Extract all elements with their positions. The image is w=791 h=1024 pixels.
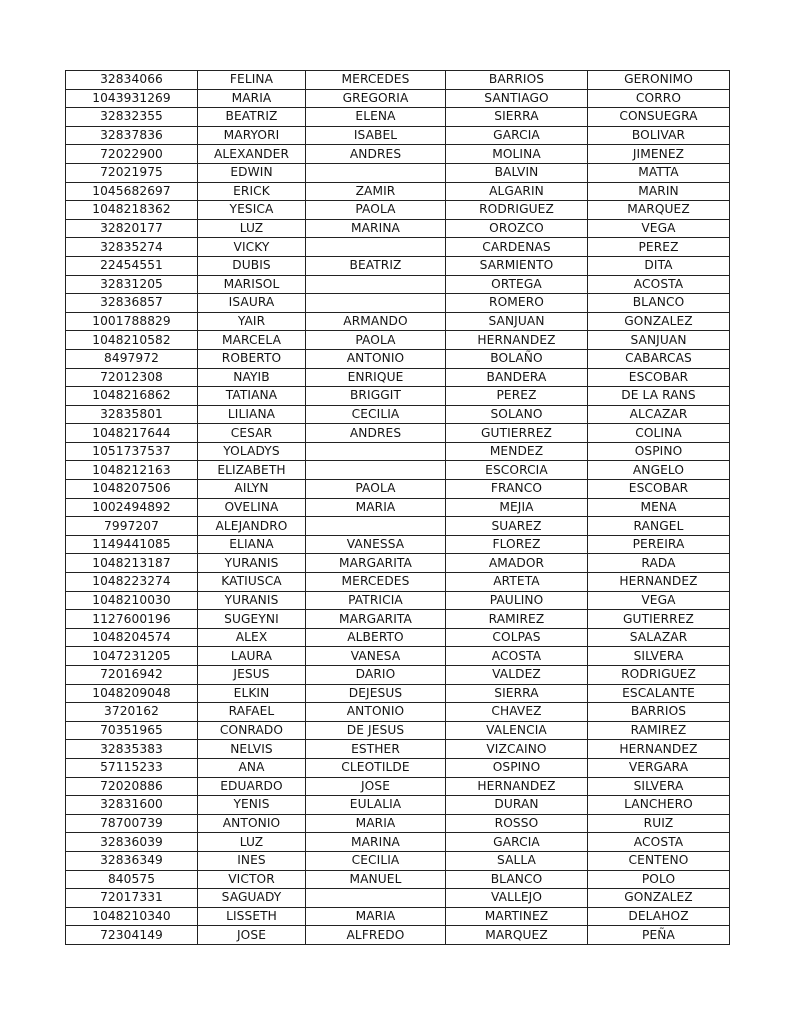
middle-name-cell xyxy=(306,275,446,294)
table-row xyxy=(66,684,730,703)
first-name-cell: INES xyxy=(198,851,306,870)
first-surname-cell: OROZCO xyxy=(446,219,588,238)
first-name-cell: EDWIN xyxy=(198,163,306,182)
second-surname-cell: SALAZAR xyxy=(588,628,730,647)
first-surname-cell: OSPINO xyxy=(446,758,588,777)
first-name-cell: SUGEYNI xyxy=(198,610,306,629)
table-row xyxy=(66,666,730,685)
first-name-cell: ANA xyxy=(198,758,306,777)
id-number-cell: 72304149 xyxy=(66,926,198,945)
first-name-cell: ELKIN xyxy=(198,684,306,703)
second-surname-cell: HERNANDEZ xyxy=(588,740,730,759)
first-surname-cell: BARRIOS xyxy=(446,71,588,90)
second-surname-cell: MATTA xyxy=(588,163,730,182)
middle-name-cell xyxy=(306,461,446,480)
middle-name-cell: ANTONIO xyxy=(306,703,446,722)
middle-name-cell xyxy=(306,238,446,257)
id-number-cell: 1048209048 xyxy=(66,684,198,703)
first-surname-cell: ARTETA xyxy=(446,573,588,592)
middle-name-cell: MARINA xyxy=(306,833,446,852)
second-surname-cell: GERONIMO xyxy=(588,71,730,90)
middle-name-cell: VANESA xyxy=(306,647,446,666)
middle-name-cell: VANESSA xyxy=(306,535,446,554)
table-row xyxy=(66,89,730,108)
first-name-cell: NELVIS xyxy=(198,740,306,759)
second-surname-cell: DE LA RANS xyxy=(588,387,730,406)
first-name-cell: MARCELA xyxy=(198,331,306,350)
table-row xyxy=(66,275,730,294)
id-number-cell: 1048223274 xyxy=(66,573,198,592)
second-surname-cell: ACOSTA xyxy=(588,833,730,852)
first-surname-cell: RAMIREZ xyxy=(446,610,588,629)
id-number-cell: 32835801 xyxy=(66,405,198,424)
id-number-cell: 1048210030 xyxy=(66,591,198,610)
second-surname-cell: BOLIVAR xyxy=(588,126,730,145)
table-row xyxy=(66,554,730,573)
first-surname-cell: HERNANDEZ xyxy=(446,331,588,350)
first-name-cell: ALEXANDER xyxy=(198,145,306,164)
second-surname-cell: SANJUAN xyxy=(588,331,730,350)
first-name-cell: MARYORI xyxy=(198,126,306,145)
id-number-cell: 32832355 xyxy=(66,108,198,127)
second-surname-cell: PEREIRA xyxy=(588,535,730,554)
middle-name-cell: DE JESUS xyxy=(306,721,446,740)
table-row xyxy=(66,870,730,889)
second-surname-cell: SILVERA xyxy=(588,647,730,666)
first-surname-cell: SANJUAN xyxy=(446,312,588,331)
table-row xyxy=(66,424,730,443)
id-number-cell: 1048210340 xyxy=(66,907,198,926)
middle-name-cell: MERCEDES xyxy=(306,573,446,592)
first-surname-cell: SALLA xyxy=(446,851,588,870)
first-name-cell: MARIA xyxy=(198,89,306,108)
first-name-cell: LUZ xyxy=(198,219,306,238)
first-surname-cell: VIZCAINO xyxy=(446,740,588,759)
second-surname-cell: ACOSTA xyxy=(588,275,730,294)
id-number-cell: 1149441085 xyxy=(66,535,198,554)
first-name-cell: EDUARDO xyxy=(198,777,306,796)
first-surname-cell: SOLANO xyxy=(446,405,588,424)
table-row xyxy=(66,238,730,257)
id-number-cell: 1048216862 xyxy=(66,387,198,406)
second-surname-cell: HERNANDEZ xyxy=(588,573,730,592)
first-name-cell: JESUS xyxy=(198,666,306,685)
middle-name-cell: PAOLA xyxy=(306,480,446,499)
middle-name-cell: DEJESUS xyxy=(306,684,446,703)
table-row xyxy=(66,461,730,480)
first-surname-cell: MOLINA xyxy=(446,145,588,164)
first-surname-cell: VALENCIA xyxy=(446,721,588,740)
middle-name-cell: MARGARITA xyxy=(306,610,446,629)
second-surname-cell: PEÑA xyxy=(588,926,730,945)
middle-name-cell xyxy=(306,294,446,313)
second-surname-cell: JIMENEZ xyxy=(588,145,730,164)
second-surname-cell: DELAHOZ xyxy=(588,907,730,926)
table-row xyxy=(66,219,730,238)
middle-name-cell xyxy=(306,163,446,182)
second-surname-cell: GONZALEZ xyxy=(588,889,730,908)
second-surname-cell: RODRIGUEZ xyxy=(588,666,730,685)
second-surname-cell: RAMIREZ xyxy=(588,721,730,740)
first-name-cell: BEATRIZ xyxy=(198,108,306,127)
id-number-cell: 32836039 xyxy=(66,833,198,852)
middle-name-cell: MARIA xyxy=(306,907,446,926)
middle-name-cell xyxy=(306,889,446,908)
first-surname-cell: GUTIERREZ xyxy=(446,424,588,443)
middle-name-cell: JOSE xyxy=(306,777,446,796)
id-number-cell: 32831205 xyxy=(66,275,198,294)
first-surname-cell: CARDENAS xyxy=(446,238,588,257)
second-surname-cell: DITA xyxy=(588,256,730,275)
middle-name-cell: ALBERTO xyxy=(306,628,446,647)
second-surname-cell: VEGA xyxy=(588,591,730,610)
id-number-cell: 32820177 xyxy=(66,219,198,238)
first-name-cell: LILIANA xyxy=(198,405,306,424)
second-surname-cell: ESCOBAR xyxy=(588,368,730,387)
table-row xyxy=(66,851,730,870)
first-surname-cell: BANDERA xyxy=(446,368,588,387)
second-surname-cell: CENTENO xyxy=(588,851,730,870)
second-surname-cell: CABARCAS xyxy=(588,349,730,368)
first-surname-cell: COLPAS xyxy=(446,628,588,647)
id-number-cell: 1048212163 xyxy=(66,461,198,480)
table-row xyxy=(66,628,730,647)
id-number-cell: 70351965 xyxy=(66,721,198,740)
first-name-cell: LUZ xyxy=(198,833,306,852)
middle-name-cell: MARGARITA xyxy=(306,554,446,573)
second-surname-cell: OSPINO xyxy=(588,442,730,461)
table-row xyxy=(66,145,730,164)
first-name-cell: ALEX xyxy=(198,628,306,647)
middle-name-cell: ELENA xyxy=(306,108,446,127)
middle-name-cell: ENRIQUE xyxy=(306,368,446,387)
second-surname-cell: MARIN xyxy=(588,182,730,201)
middle-name-cell: EULALIA xyxy=(306,796,446,815)
first-surname-cell: AMADOR xyxy=(446,554,588,573)
table-row xyxy=(66,182,730,201)
first-name-cell: YURANIS xyxy=(198,554,306,573)
id-number-cell: 7997207 xyxy=(66,517,198,536)
second-surname-cell: VERGARA xyxy=(588,758,730,777)
middle-name-cell: ANDRES xyxy=(306,424,446,443)
first-surname-cell: HERNANDEZ xyxy=(446,777,588,796)
middle-name-cell: BRIGGIT xyxy=(306,387,446,406)
first-surname-cell: ORTEGA xyxy=(446,275,588,294)
second-surname-cell: CONSUEGRA xyxy=(588,108,730,127)
id-number-cell: 57115233 xyxy=(66,758,198,777)
id-number-cell: 1127600196 xyxy=(66,610,198,629)
second-surname-cell: RADA xyxy=(588,554,730,573)
first-surname-cell: MENDEZ xyxy=(446,442,588,461)
second-surname-cell: BLANCO xyxy=(588,294,730,313)
id-number-cell: 72012308 xyxy=(66,368,198,387)
id-number-cell: 72017331 xyxy=(66,889,198,908)
id-number-cell: 72022900 xyxy=(66,145,198,164)
second-surname-cell: PEREZ xyxy=(588,238,730,257)
first-name-cell: MARISOL xyxy=(198,275,306,294)
table-row xyxy=(66,703,730,722)
table-row xyxy=(66,71,730,90)
first-surname-cell: MEJIA xyxy=(446,498,588,517)
second-surname-cell: ESCALANTE xyxy=(588,684,730,703)
table-row xyxy=(66,331,730,350)
id-number-cell: 1048207506 xyxy=(66,480,198,499)
middle-name-cell: GREGORIA xyxy=(306,89,446,108)
table-row xyxy=(66,201,730,220)
table-row xyxy=(66,573,730,592)
first-name-cell: SAGUADY xyxy=(198,889,306,908)
table-row xyxy=(66,349,730,368)
table-row xyxy=(66,498,730,517)
first-surname-cell: VALLEJO xyxy=(446,889,588,908)
id-number-cell: 1048217644 xyxy=(66,424,198,443)
second-surname-cell: LANCHERO xyxy=(588,796,730,815)
first-name-cell: OVELINA xyxy=(198,498,306,517)
table-row xyxy=(66,312,730,331)
middle-name-cell: ANDRES xyxy=(306,145,446,164)
middle-name-cell: CECILIA xyxy=(306,851,446,870)
table-row xyxy=(66,647,730,666)
id-number-cell: 32836857 xyxy=(66,294,198,313)
middle-name-cell: BEATRIZ xyxy=(306,256,446,275)
first-surname-cell: VALDEZ xyxy=(446,666,588,685)
first-name-cell: YOLADYS xyxy=(198,442,306,461)
first-name-cell: AILYN xyxy=(198,480,306,499)
id-number-cell: 1048204574 xyxy=(66,628,198,647)
id-number-cell: 8497972 xyxy=(66,349,198,368)
middle-name-cell xyxy=(306,442,446,461)
id-number-cell: 32834066 xyxy=(66,71,198,90)
first-surname-cell: ALGARIN xyxy=(446,182,588,201)
first-surname-cell: PAULINO xyxy=(446,591,588,610)
second-surname-cell: ANGELO xyxy=(588,461,730,480)
id-number-cell: 1051737537 xyxy=(66,442,198,461)
id-number-cell: 72021975 xyxy=(66,163,198,182)
id-number-cell: 22454551 xyxy=(66,256,198,275)
table-row xyxy=(66,256,730,275)
table-row xyxy=(66,907,730,926)
id-number-cell: 32831600 xyxy=(66,796,198,815)
id-number-cell: 32837836 xyxy=(66,126,198,145)
first-name-cell: ERICK xyxy=(198,182,306,201)
table-row xyxy=(66,814,730,833)
table-row xyxy=(66,294,730,313)
first-surname-cell: RODRIGUEZ xyxy=(446,201,588,220)
first-surname-cell: CHAVEZ xyxy=(446,703,588,722)
table-body xyxy=(66,71,730,945)
first-surname-cell: GARCIA xyxy=(446,126,588,145)
id-number-cell: 1045682697 xyxy=(66,182,198,201)
id-number-cell: 1048218362 xyxy=(66,201,198,220)
first-surname-cell: PEREZ xyxy=(446,387,588,406)
table-row xyxy=(66,517,730,536)
first-surname-cell: ROSSO xyxy=(446,814,588,833)
second-surname-cell: RANGEL xyxy=(588,517,730,536)
middle-name-cell: CECILIA xyxy=(306,405,446,424)
first-name-cell: LAURA xyxy=(198,647,306,666)
first-surname-cell: ESCORCIA xyxy=(446,461,588,480)
middle-name-cell: MERCEDES xyxy=(306,71,446,90)
first-name-cell: YURANIS xyxy=(198,591,306,610)
table-row xyxy=(66,442,730,461)
first-surname-cell: MARQUEZ xyxy=(446,926,588,945)
middle-name-cell: MANUEL xyxy=(306,870,446,889)
second-surname-cell: MARQUEZ xyxy=(588,201,730,220)
first-surname-cell: FLOREZ xyxy=(446,535,588,554)
first-name-cell: TATIANA xyxy=(198,387,306,406)
id-number-cell: 1043931269 xyxy=(66,89,198,108)
data-table xyxy=(65,70,730,945)
id-number-cell: 1048210582 xyxy=(66,331,198,350)
id-number-cell: 1047231205 xyxy=(66,647,198,666)
first-surname-cell: BALVIN xyxy=(446,163,588,182)
id-number-cell: 3720162 xyxy=(66,703,198,722)
second-surname-cell: SILVERA xyxy=(588,777,730,796)
table-row xyxy=(66,740,730,759)
second-surname-cell: GUTIERREZ xyxy=(588,610,730,629)
first-name-cell: ROBERTO xyxy=(198,349,306,368)
id-number-cell: 1002494892 xyxy=(66,498,198,517)
id-number-cell: 1001788829 xyxy=(66,312,198,331)
middle-name-cell: ESTHER xyxy=(306,740,446,759)
table-row xyxy=(66,126,730,145)
id-number-cell: 72020886 xyxy=(66,777,198,796)
second-surname-cell: ESCOBAR xyxy=(588,480,730,499)
first-name-cell: LISSETH xyxy=(198,907,306,926)
table-row xyxy=(66,833,730,852)
first-surname-cell: DURAN xyxy=(446,796,588,815)
first-name-cell: YESICA xyxy=(198,201,306,220)
first-name-cell: VICKY xyxy=(198,238,306,257)
id-number-cell: 840575 xyxy=(66,870,198,889)
middle-name-cell: CLEOTILDE xyxy=(306,758,446,777)
first-name-cell: ANTONIO xyxy=(198,814,306,833)
second-surname-cell: COLINA xyxy=(588,424,730,443)
middle-name-cell: PATRICIA xyxy=(306,591,446,610)
middle-name-cell: PAOLA xyxy=(306,331,446,350)
first-surname-cell: SARMIENTO xyxy=(446,256,588,275)
first-name-cell: VICTOR xyxy=(198,870,306,889)
first-name-cell: NAYIB xyxy=(198,368,306,387)
first-name-cell: YENIS xyxy=(198,796,306,815)
table-row xyxy=(66,535,730,554)
middle-name-cell: DARIO xyxy=(306,666,446,685)
first-surname-cell: ACOSTA xyxy=(446,647,588,666)
id-number-cell: 32836349 xyxy=(66,851,198,870)
table-row xyxy=(66,480,730,499)
first-surname-cell: SIERRA xyxy=(446,684,588,703)
middle-name-cell: ISABEL xyxy=(306,126,446,145)
middle-name-cell: ALFREDO xyxy=(306,926,446,945)
first-name-cell: YAIR xyxy=(198,312,306,331)
id-number-cell: 32835383 xyxy=(66,740,198,759)
second-surname-cell: POLO xyxy=(588,870,730,889)
table-row xyxy=(66,610,730,629)
second-surname-cell: RUIZ xyxy=(588,814,730,833)
first-name-cell: FELINA xyxy=(198,71,306,90)
id-number-cell: 72016942 xyxy=(66,666,198,685)
first-surname-cell: SUAREZ xyxy=(446,517,588,536)
table-row xyxy=(66,108,730,127)
middle-name-cell: ARMANDO xyxy=(306,312,446,331)
first-surname-cell: SANTIAGO xyxy=(446,89,588,108)
table-row xyxy=(66,926,730,945)
second-surname-cell: MENA xyxy=(588,498,730,517)
first-name-cell: ALEJANDRO xyxy=(198,517,306,536)
first-surname-cell: BOLAÑO xyxy=(446,349,588,368)
id-number-cell: 32835274 xyxy=(66,238,198,257)
table-row xyxy=(66,368,730,387)
id-number-cell: 1048213187 xyxy=(66,554,198,573)
first-surname-cell: GARCIA xyxy=(446,833,588,852)
first-name-cell: ISAURA xyxy=(198,294,306,313)
table-row xyxy=(66,591,730,610)
second-surname-cell: VEGA xyxy=(588,219,730,238)
middle-name-cell: ZAMIR xyxy=(306,182,446,201)
middle-name-cell: MARIA xyxy=(306,498,446,517)
table-row xyxy=(66,721,730,740)
first-name-cell: DUBIS xyxy=(198,256,306,275)
table-row xyxy=(66,163,730,182)
middle-name-cell: PAOLA xyxy=(306,201,446,220)
middle-name-cell: MARIA xyxy=(306,814,446,833)
table-row xyxy=(66,758,730,777)
first-surname-cell: BLANCO xyxy=(446,870,588,889)
second-surname-cell: GONZALEZ xyxy=(588,312,730,331)
first-name-cell: ELIANA xyxy=(198,535,306,554)
table-row xyxy=(66,405,730,424)
second-surname-cell: ALCAZAR xyxy=(588,405,730,424)
second-surname-cell: CORRO xyxy=(588,89,730,108)
first-name-cell: ELIZABETH xyxy=(198,461,306,480)
second-surname-cell: BARRIOS xyxy=(588,703,730,722)
middle-name-cell xyxy=(306,517,446,536)
first-name-cell: CESAR xyxy=(198,424,306,443)
middle-name-cell: MARINA xyxy=(306,219,446,238)
id-number-cell: 78700739 xyxy=(66,814,198,833)
first-surname-cell: SIERRA xyxy=(446,108,588,127)
table-row xyxy=(66,777,730,796)
first-surname-cell: FRANCO xyxy=(446,480,588,499)
table-row xyxy=(66,796,730,815)
first-surname-cell: ROMERO xyxy=(446,294,588,313)
table-row xyxy=(66,387,730,406)
first-name-cell: JOSE xyxy=(198,926,306,945)
middle-name-cell: ANTONIO xyxy=(306,349,446,368)
first-surname-cell: MARTINEZ xyxy=(446,907,588,926)
first-name-cell: KATIUSCA xyxy=(198,573,306,592)
table-row xyxy=(66,889,730,908)
first-name-cell: CONRADO xyxy=(198,721,306,740)
first-name-cell: RAFAEL xyxy=(198,703,306,722)
